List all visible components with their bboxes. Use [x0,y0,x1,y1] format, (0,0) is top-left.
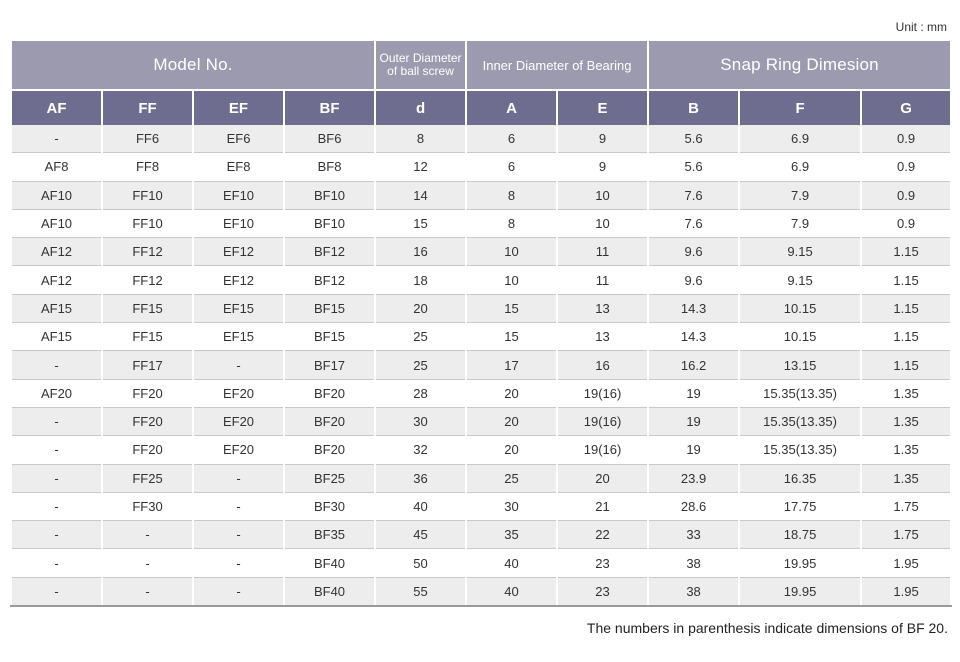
table-cell: AF15 [11,294,102,322]
table-cell: 1.15 [861,351,951,379]
table-cell: 11 [557,266,648,294]
column-header-e: E [557,90,648,125]
table-cell: FF15 [102,323,193,351]
table-cell: FF10 [102,181,193,209]
table-cell: EF15 [193,294,284,322]
table-cell: FF12 [102,238,193,266]
table-cell: FF12 [102,266,193,294]
table-cell: 25 [375,351,466,379]
table-cell: FF25 [102,464,193,492]
table-cell: 30 [466,492,557,520]
table-cell: BF8 [284,153,375,181]
table-cell: 12 [375,153,466,181]
table-cell: EF20 [193,436,284,464]
table-cell: 15 [466,294,557,322]
table-cell: 25 [466,464,557,492]
column-header-bf: BF [284,90,375,125]
table-cell: EF10 [193,181,284,209]
table-cell: 1.15 [861,323,951,351]
header-group-row [11,41,951,90]
table-cell: BF35 [284,521,375,549]
table-cell: BF15 [284,323,375,351]
table-cell: 19.95 [739,577,861,606]
table-cell: 6.9 [739,153,861,181]
table-cell: 40 [466,577,557,606]
table-cell: - [11,125,102,153]
table-cell: 15.35(13.35) [739,379,861,407]
table-cell: 1.75 [861,492,951,520]
table-cell: 10 [466,238,557,266]
table-cell: 16.2 [648,351,739,379]
table-cell: 19(16) [557,407,648,435]
table-cell: 20 [375,294,466,322]
table-cell: 7.6 [648,181,739,209]
table-cell: 28.6 [648,492,739,520]
table-cell: 40 [375,492,466,520]
table-cell: FF20 [102,436,193,464]
header-snap-ring: Snap Ring Dimesion [648,41,951,90]
table-cell: 16 [557,351,648,379]
table-cell: BF40 [284,577,375,606]
table-cell: BF10 [284,181,375,209]
table-row [11,521,951,549]
table-cell: FF17 [102,351,193,379]
table-cell: 28 [375,379,466,407]
table-cell: 20 [466,407,557,435]
table-cell: 22 [557,521,648,549]
table-cell: 1.75 [861,521,951,549]
table-cell: BF25 [284,464,375,492]
table-cell: 14.3 [648,323,739,351]
table-cell: 16.35 [739,464,861,492]
table-cell: 10 [557,181,648,209]
header-inner-diameter: Inner Diameter of Bearing [466,41,648,90]
table-cell: 7.9 [739,181,861,209]
table-cell: 45 [375,521,466,549]
table-cell: 13 [557,294,648,322]
spec-table-container [10,41,950,607]
table-cell: 38 [648,549,739,577]
header-column-row [11,90,951,125]
table-cell: FF6 [102,125,193,153]
table-cell: 14.3 [648,294,739,322]
table-row [11,323,951,351]
table-cell: 1.35 [861,379,951,407]
table-cell: BF10 [284,209,375,237]
table-body [11,125,951,606]
table-cell: 7.9 [739,209,861,237]
table-cell: 15 [375,209,466,237]
table-cell: FF30 [102,492,193,520]
table-cell: EF12 [193,266,284,294]
table-cell: EF12 [193,238,284,266]
table-cell: 17.75 [739,492,861,520]
table-cell: 19 [648,379,739,407]
table-cell: BF40 [284,549,375,577]
table-row [11,351,951,379]
table-cell: - [11,492,102,520]
unit-label: Unit : mm [895,20,947,34]
table-cell: 9 [557,153,648,181]
table-cell: 8 [466,181,557,209]
table-cell: - [11,577,102,606]
table-cell: 16 [375,238,466,266]
table-cell: AF10 [11,181,102,209]
table-cell: 1.15 [861,266,951,294]
header-model-no: Model No. [11,41,375,90]
table-cell: 17 [466,351,557,379]
column-header-a: A [466,90,557,125]
table-cell: - [193,549,284,577]
table-row [11,577,951,606]
table-cell: 30 [375,407,466,435]
table-cell: 20 [466,379,557,407]
table-cell: BF20 [284,379,375,407]
table-row [11,266,951,294]
table-cell: - [11,407,102,435]
table-row [11,238,951,266]
table-cell: 23 [557,549,648,577]
table-cell: 8 [466,209,557,237]
table-cell: 10 [466,266,557,294]
column-header-b: B [648,90,739,125]
table-cell: BF12 [284,238,375,266]
table-row [11,464,951,492]
table-cell: BF20 [284,436,375,464]
table-cell: FF8 [102,153,193,181]
table-cell: AF12 [11,266,102,294]
table-cell: - [11,351,102,379]
table-cell: 19(16) [557,436,648,464]
table-cell: 6.9 [739,125,861,153]
table-cell: 32 [375,436,466,464]
table-cell: FF10 [102,209,193,237]
table-cell: 18.75 [739,521,861,549]
table-cell: - [193,351,284,379]
table-cell: 23.9 [648,464,739,492]
table-cell: 9.15 [739,266,861,294]
column-header-af: AF [11,90,102,125]
spec-table [10,41,952,607]
table-cell: FF15 [102,294,193,322]
table-cell: - [11,464,102,492]
table-cell: BF30 [284,492,375,520]
table-cell: 0.9 [861,209,951,237]
table-cell: EF6 [193,125,284,153]
table-cell: BF17 [284,351,375,379]
table-row [11,125,951,153]
table-cell: 13 [557,323,648,351]
table-cell: - [11,436,102,464]
table-cell: - [11,549,102,577]
table-cell: EF15 [193,323,284,351]
table-cell: 55 [375,577,466,606]
table-cell: 19.95 [739,549,861,577]
table-cell: - [102,549,193,577]
table-cell: BF15 [284,294,375,322]
table-cell: 11 [557,238,648,266]
table-header [11,41,951,125]
table-cell: AF20 [11,379,102,407]
table-row [11,153,951,181]
table-cell: 20 [557,464,648,492]
table-cell: - [193,464,284,492]
table-cell: EF10 [193,209,284,237]
table-cell: 15.35(13.35) [739,407,861,435]
table-cell: FF20 [102,379,193,407]
table-cell: 15 [466,323,557,351]
table-cell: 20 [466,436,557,464]
table-cell: 1.15 [861,294,951,322]
table-cell: 14 [375,181,466,209]
table-cell: 10 [557,209,648,237]
column-header-ff: FF [102,90,193,125]
table-cell: 9 [557,125,648,153]
table-cell: 35 [466,521,557,549]
table-cell: EF20 [193,379,284,407]
table-row [11,294,951,322]
table-cell: - [193,492,284,520]
column-header-ef: EF [193,90,284,125]
table-cell: 13.15 [739,351,861,379]
table-cell: 19 [648,407,739,435]
table-cell: 7.6 [648,209,739,237]
table-cell: 19 [648,436,739,464]
table-row [11,209,951,237]
table-row [11,379,951,407]
table-cell: EF8 [193,153,284,181]
table-row [11,181,951,209]
table-cell: 15.35(13.35) [739,436,861,464]
table-cell: 1.35 [861,436,951,464]
table-cell: BF20 [284,407,375,435]
table-cell: AF15 [11,323,102,351]
table-cell: 25 [375,323,466,351]
table-cell: 19(16) [557,379,648,407]
table-cell: 23 [557,577,648,606]
table-cell: AF10 [11,209,102,237]
table-cell: 0.9 [861,181,951,209]
table-cell: - [193,521,284,549]
table-cell: 6 [466,125,557,153]
table-cell: 1.95 [861,549,951,577]
table-row [11,549,951,577]
table-cell: AF8 [11,153,102,181]
table-cell: 0.9 [861,125,951,153]
table-cell: AF12 [11,238,102,266]
table-row [11,436,951,464]
table-cell: 38 [648,577,739,606]
table-cell: - [11,521,102,549]
table-cell: 9.6 [648,238,739,266]
table-cell: 6 [466,153,557,181]
footnote: The numbers in parenthesis indicate dimensions of BF 20. [586,620,948,636]
table-cell: 18 [375,266,466,294]
table-cell: 36 [375,464,466,492]
table-cell: 10.15 [739,294,861,322]
table-cell: EF20 [193,407,284,435]
table-cell: 1.15 [861,238,951,266]
table-row [11,407,951,435]
table-cell: 1.95 [861,577,951,606]
table-cell: 9.15 [739,238,861,266]
table-cell: 21 [557,492,648,520]
table-cell: - [193,577,284,606]
table-cell: 0.9 [861,153,951,181]
column-header-g: G [861,90,951,125]
table-cell: - [102,521,193,549]
table-cell: 33 [648,521,739,549]
table-cell: 50 [375,549,466,577]
table-cell: 1.35 [861,464,951,492]
table-cell: 10.15 [739,323,861,351]
table-cell: 5.6 [648,125,739,153]
table-cell: - [102,577,193,606]
table-cell: BF6 [284,125,375,153]
table-cell: 1.35 [861,407,951,435]
table-cell: 9.6 [648,266,739,294]
table-cell: FF20 [102,407,193,435]
header-outer-diameter: Outer Diameter of ball screw [375,41,466,90]
table-cell: 5.6 [648,153,739,181]
table-cell: 40 [466,549,557,577]
column-header-f: F [739,90,861,125]
table-cell: 8 [375,125,466,153]
table-row [11,492,951,520]
table-cell: BF12 [284,266,375,294]
column-header-d: d [375,90,466,125]
